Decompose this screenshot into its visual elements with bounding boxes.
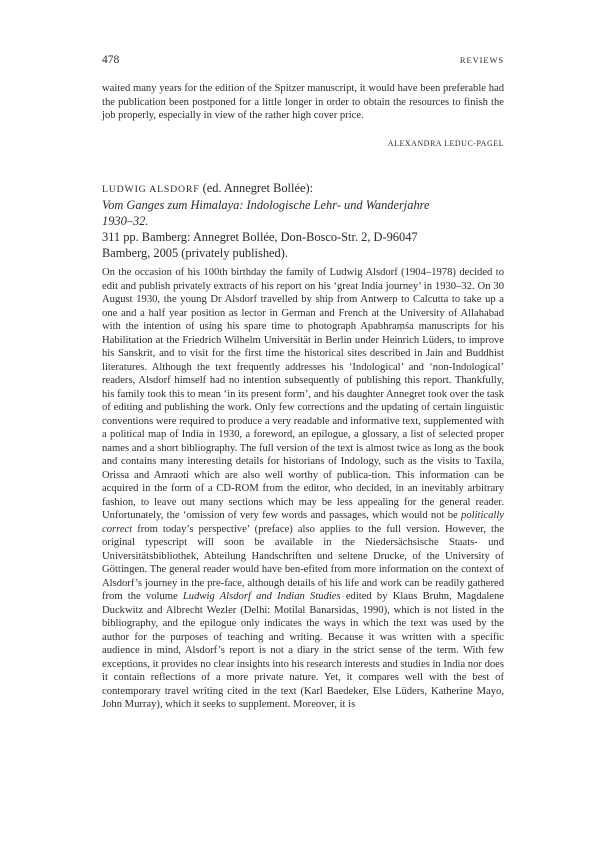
review-text-part-3: edited by Klaus Bruhn, Magdalene Duckwitz and Albrecht Wezler (Delhi: Motilal Banarsidas, 1990), which is not listed in the bibliography, and the epilogue only indicates the ways in which the text was used by the author for the purposes of teaching and writing. Because it was written with a specific audience in mind, Alsdorf’s report is not a diary in the strict sense of the term. With few exceptions, it provides no clear insights into his research interests and studies in India nor does it contain reflections of a more private nature. Yet, it compares well with the best of contemporary travel writing cited in the text (Karl Baedeker, Else Lüders, Katherine Mayo, John Murray), which it seeks to supplement. Moreover, it is [102,591,504,710]
citation-author-line [102,181,504,198]
running-head: REVIEWS [459,55,504,65]
previous-review-closing-paragraph: waited many years for the edition of the Spitzer manuscript, it would have been preferable had the publication been postponed for a little longer in order to obtain the resources to finish the job properly, especially in view of the rather high cover price. [102,83,504,121]
citation-publication-line2: Bamberg, 2005 (privately published). [102,245,288,260]
citation-publication-line1: 311 pp. Bamberg: Annegret Bollée, Don-Bosco-Str. 2, D-96047 [102,229,418,244]
citation-title-line2: 1930–32. [102,213,149,228]
review-italic-phrase-1: politically correct [102,510,504,535]
page-header [102,54,504,70]
page-number: 478 [102,54,120,66]
review-text-part-1: On the occasion of his 100th birthday the family of Ludwig Alsdorf (1904–1978) decided to edit and publish privately extracts of his report on his ‘great India journey’ in 1930–32. On 30 August 1930, the young Dr Alsdorf travelled by ship from Antwerp to Calcutta to take up a one and a half year position as lector in German and French at the University of Allahabad with the intention of using his spare time to photograph Apabhraṃśa manuscripts for his Habilitation at the Friedrich Wilhelm Universität in Berlin under Heinrich Lüders, to improve his Sanskrit, and to visit for the first time the historical sites described in Jain and Buddhist literatures. Although the text frequently addresses his ‘Indological’ and ‘non-Indological’ readers, Alsdorf himself had no intention subsequently of publishing this report. Thankfully, his family took this to mean ‘in its present form’, and his daughter Annegret took over the task of editing and publishing the work. Only few corrections and the updating of certain linguistic conventions were required to produce a very readable and informative text, supplemented with a political map of India in 1930, a foreword, an epilogue, a glossary, a list of selected proper names and a short bibliography. The full version of the text is almost twice as long as the book and contains many interesting details for historians of Indology, such as the visits to Taxila, Orissa and Amraoti which are also well worthy of publica-tion. This information can be acquired in the form of a CD-ROM from the editor, who decided, in an inevitably arbitrary fashion, to leave out many sections which may be less appealing for the general reader. Unfortunately, the ‘omission of very few words and passages, which would not be [102,267,504,521]
citation-title-line1: Vom Ganges zum Himalaya: Indologische Lehr- und Wanderjahre [102,197,430,212]
review-text-part-2: from today’s perspective’ (preface) also applies to the full version. However, the original typescript will soon be available in the Niedersächsische Staats- und Universitätsbibliothek, Abteilung Handschriften und seltene Drucke, of the University of Göttingen. The general reader would have ben-efited from more information on the context of Alsdorf’s journey in the pre-face, although details of his life and work can be readily gathered from the volume [102,523,504,602]
book-citation [102,181,504,262]
citation-author: LUDWIG ALSDORF [102,184,200,195]
reviewer-signature: ALEXANDRA LEDUC-PAGEL [387,139,504,148]
review-italic-book-title: Ludwig Alsdorf and Indian Studies [182,591,341,602]
review-body-paragraph [102,266,504,712]
citation-editor: (ed. Annegret Bollée): [199,181,314,195]
